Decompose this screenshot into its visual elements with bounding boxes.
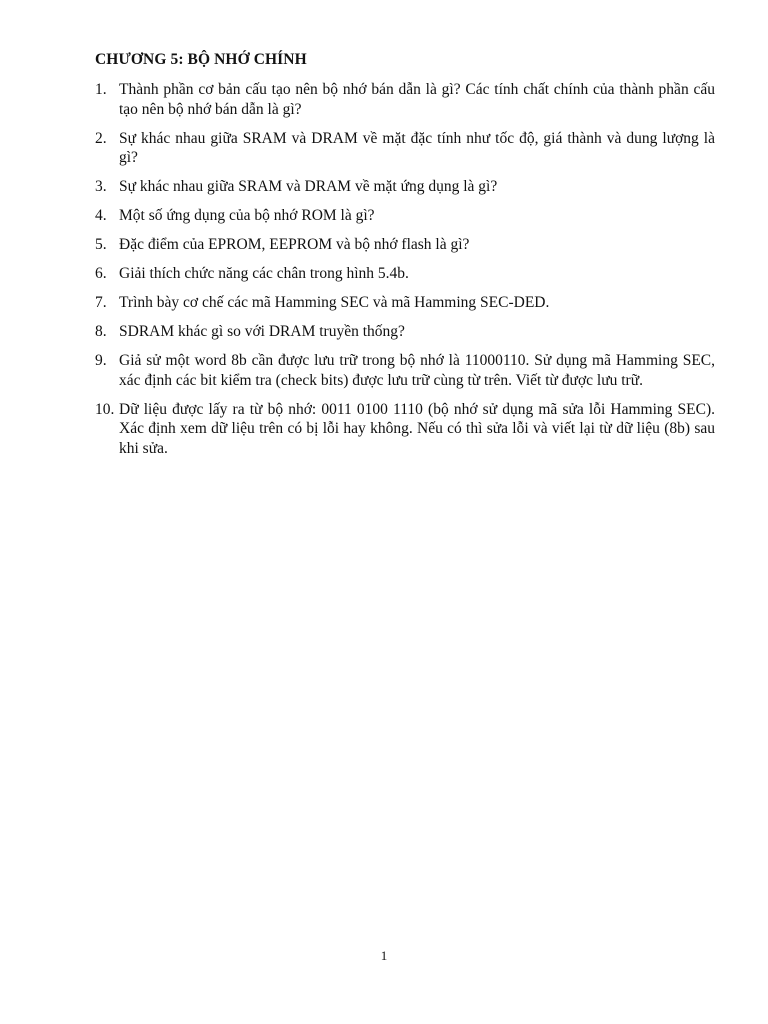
question-item [95, 322, 715, 342]
question-item [95, 293, 715, 313]
question-text: Sự khác nhau giữa SRAM và DRAM về mặt đặc tính như tốc độ, giá thành và dung lượng là gì? [119, 129, 715, 166]
question-number: 10. [95, 400, 115, 418]
question-text: Trình bày cơ chế các mã Hamming SEC và mã Hamming SEC-DED. [119, 294, 550, 311]
question-number: 9. [95, 352, 107, 369]
question-number: 7. [95, 294, 107, 311]
question-item [95, 177, 715, 197]
question-number: 3. [95, 178, 107, 195]
question-number: 4. [95, 207, 107, 224]
question-text: Giả sử một word 8b cần được lưu trữ trong bộ nhớ là 11000110. Sử dụng mã Hamming SEC, xác định các bit kiểm tra (check bits) được lưu trữ cùng từ trên. Viết từ được lưu trữ. [119, 352, 715, 389]
question-number: 5. [95, 236, 107, 253]
question-number: 6. [95, 265, 107, 282]
question-list [95, 80, 715, 468]
question-item [95, 80, 715, 119]
question-text: Thành phần cơ bản cấu tạo nên bộ nhớ bán dẫn là gì? Các tính chất chính của thành phần cấu tạo nên bộ nhớ bán dẫn là gì? [119, 81, 715, 118]
question-item [95, 400, 715, 459]
question-text: Dữ liệu được lấy ra từ bộ nhớ: 0011 0100 1110 (bộ nhớ sử dụng mã sửa lỗi Hamming SEC). Xác định xem dữ liệu trên có bị lỗi hay không. Nếu có thì sửa lỗi và viết lại từ dữ liệu (8b) sau khi sửa. [119, 400, 715, 457]
question-text: Sự khác nhau giữa SRAM và DRAM về mặt ứng dụng là gì? [119, 178, 498, 195]
question-number: 2. [95, 129, 107, 147]
question-number: 1. [95, 81, 107, 98]
question-item [95, 351, 715, 390]
question-text: Một số ứng dụng của bộ nhớ ROM là gì? [119, 207, 375, 224]
question-item [95, 206, 715, 226]
question-text: Đặc điểm của EPROM, EEPROM và bộ nhớ flash là gì? [119, 236, 470, 253]
page-number: 1 [380, 948, 388, 963]
question-item [95, 235, 715, 255]
question-number: 8. [95, 323, 107, 340]
question-item [95, 129, 715, 168]
question-text: SDRAM khác gì so với DRAM truyền thống? [119, 323, 405, 340]
chapter-title: CHƯƠNG 5: BỘ NHỚ CHÍNH [95, 51, 307, 68]
question-item [95, 264, 715, 284]
question-text: Giải thích chức năng các chân trong hình 5.4b. [119, 265, 409, 282]
